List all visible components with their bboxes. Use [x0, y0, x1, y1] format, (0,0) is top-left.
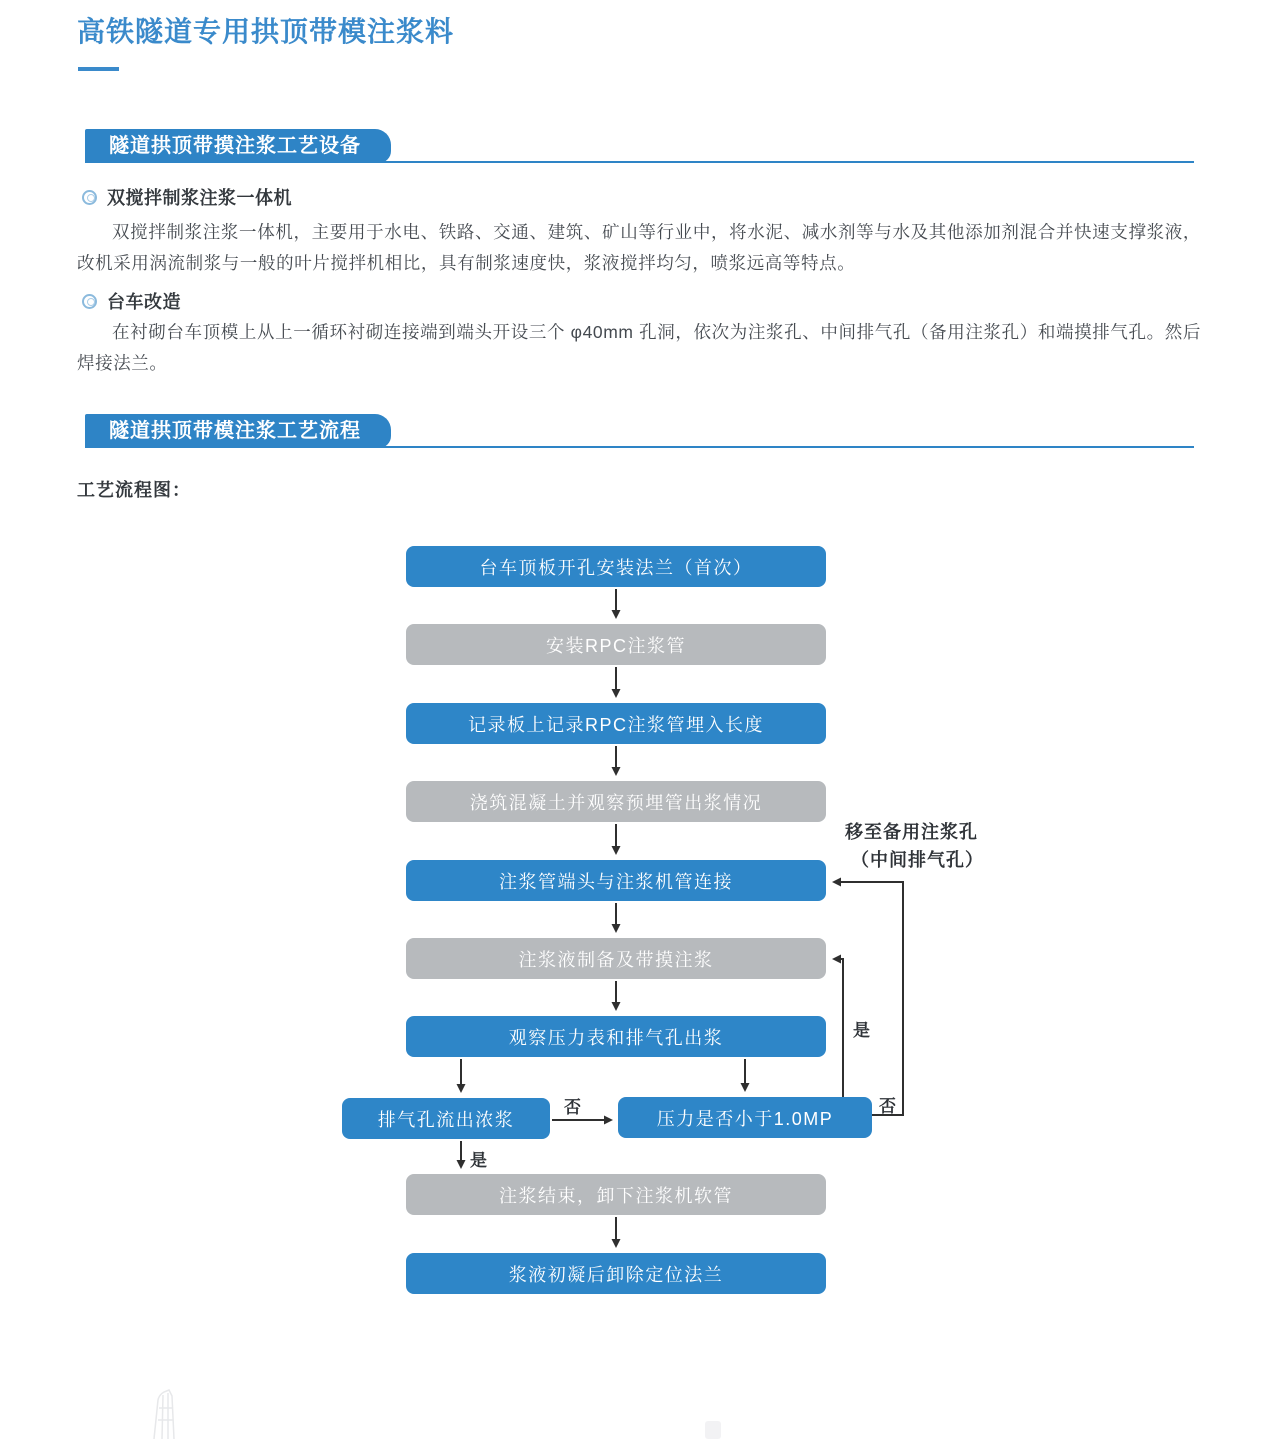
flow-note-line2: （中间排气孔）	[851, 850, 984, 870]
bullet-item-trolley	[82, 288, 181, 314]
flow-node-connect-grout-machine: 注浆管端头与注浆机管连接	[406, 860, 826, 901]
flow-node-vent-hole-slurry: 排气孔流出浓浆	[342, 1098, 550, 1139]
edge-label-yes-down: 是	[470, 1151, 487, 1170]
flow-node-pour-concrete-observe: 浇筑混凝土并观察预埋管出浆情况	[406, 781, 826, 822]
title-underline-dash	[78, 67, 119, 71]
double-circle-bullet-icon	[82, 190, 97, 205]
flow-node-install-rpc-pipe: 安装RPC注浆管	[406, 624, 826, 665]
diagram-label: 工艺流程图：	[77, 480, 191, 500]
equipment-paragraph-trolley: 在衬砌台车顶模上从上一循环衬砌连接端到端头开设三个 φ40mm 孔洞，依次为注浆孔、中间排气孔（备用注浆孔）和端摸排气孔。然后焊接法兰。	[77, 322, 1201, 373]
flow-node-record-pipe-length: 记录板上记录RPC注浆管埋入长度	[406, 703, 826, 744]
bullet-item-title: 双搅拌制浆注浆一体机	[107, 188, 292, 208]
flow-note-line1: 移至备用注浆孔	[845, 822, 978, 842]
watermark-smudge	[705, 1421, 721, 1439]
equipment-paragraph-mixer: 双搅拌制浆注浆一体机，主要用于水电、铁路、交通、建筑、矿山等行业中，将水泥、减水剂等与水及其他添加剂混合并快速支撑浆液，改机采用涡流制浆与一般的叶片搅拌机相比，具有制浆速度快，浆液搅拌均匀，喷浆远高等特点。	[77, 222, 1201, 273]
edge-label-yes-loop: 是	[853, 1021, 870, 1040]
bullet-item-title: 台车改造	[107, 292, 181, 312]
bullet-item-mixer	[82, 184, 292, 210]
flow-node-drill-install-flange: 台车顶板开孔安装法兰（首次）	[406, 546, 826, 587]
flow-node-prepare-grout: 注浆液制备及带摸注浆	[406, 938, 826, 979]
flow-node-observe-pressure-gauge: 观察压力表和排气孔出浆	[406, 1016, 826, 1057]
section-badge-equipment: 隧道拱顶带摸注浆工艺设备	[85, 129, 391, 163]
double-circle-bullet-icon	[82, 294, 97, 309]
section-badge-process: 隧道拱顶带模注浆工艺流程	[85, 414, 391, 448]
edge-label-no-loop: 否	[879, 1097, 896, 1116]
flow-node-remove-flange: 浆液初凝后卸除定位法兰	[406, 1253, 826, 1294]
flow-node-pressure-check: 压力是否小于1.0MP	[618, 1097, 872, 1138]
flow-node-finish-remove-hose: 注浆结束，卸下注浆机软管	[406, 1174, 826, 1215]
edge-label-no-horizontal: 否	[564, 1098, 581, 1117]
watermark-building-outline	[138, 1386, 192, 1439]
page-title: 高铁隧道专用拱顶带模注浆料	[77, 16, 455, 47]
